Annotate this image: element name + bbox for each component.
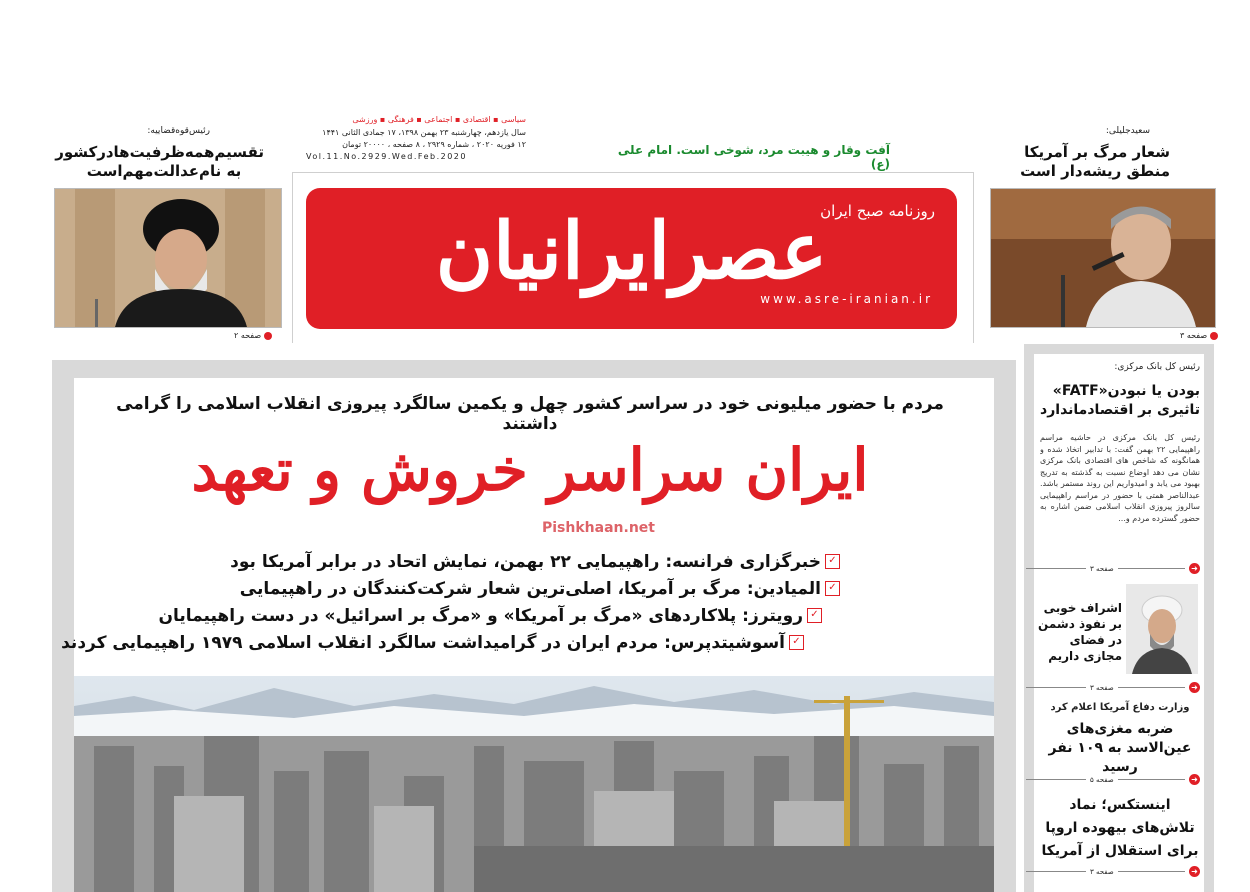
top-left-page-ref[interactable]: صفحه ۲ [234,331,272,340]
sidebar-story2-headline[interactable]: اشراف خوبی بر نفوذ دشمن در فضای مجازی داریم [1038,601,1122,663]
sidebar-story1-kicker: رئیس کل بانک مرکزی: [1114,362,1200,372]
top-left-headline[interactable]: تقسیم‌همه‌ظرفیت‌هادر‌کشور به نام‌عدالت‌مهم‌است [55,143,264,180]
arrow-icon [264,332,272,340]
speaker-photo-icon [991,189,1215,327]
divider [1118,779,1185,780]
divider [1026,871,1086,872]
bullet-item[interactable]: ✓ خبرگزاری فرانسه: راهپیمایی ۲۲ بهمن، نمایش اتحاد در برابر آمریکا بود [100,548,840,575]
top-left-kicker: رئیس‌قوه‌قضاییه: [147,126,210,136]
main-bullets [61,548,840,656]
divider [1026,687,1086,688]
sidebar-story4-headline[interactable]: اینستکس؛ نماد تلاش‌های بیهوده اروپا برای استقلال از آمریکا [1041,797,1199,859]
arrow-icon [1210,332,1218,340]
issue-latin-line: Vol.11.No.2929.Wed.Feb.2020 [306,152,467,161]
arrow-icon: ➜ [1189,563,1200,574]
issue-number-line: ۱۲ فوریه ۲۰۲۰ ، شماره ۲۹۲۹ ، ۸ صفحه ، ۲۰۰۰۰ تومان [342,140,526,149]
cleric-portrait-photo-icon [1126,584,1198,674]
main-supra-headline: مردم با حضور میلیونی خود در سراسر کشور چهل و یکمین سالگرد پیروزی انقلاب اسلامی را گرامی داشتند [116,394,944,434]
bullet-item[interactable]: ✓ المیادین: مرگ بر آمریکا، اصلی‌ترین شعار شرکت‌کنندگان در راهپیمایی [100,575,840,602]
checkbox-icon: ✓ [789,635,804,650]
sidebar-story1-body: رئیس کل بانک مرکزی در حاشیه مراسم راهپیمایی ۲۲ بهمن گفت: با تدابیر اتخاذ شده و همانگونه که شاخص های اقتصادی بانک مرکزی نشان می دهد اوضاع نسبت به گذشته به تدریج بهبود می یابد و امیدواریم این روند مستمر باشد. عبدالناصر همتی با حضور در مراسم راهپیمایی سالروز پیروزی انقلاب اسلامی ضمن اشاره به حضور گسترده مردم و... [1040,433,1200,523]
city-skyline-photo-icon [74,676,994,892]
daily-quote: آفت وقار و هیبت مرد، شوخی است. امام علی (ع) [617,143,890,171]
sidebar-story1-headline[interactable]: بودن یا نبودن«FATF» تاثیری بر اقتصادماندارد [1040,383,1200,418]
arrow-icon: ➜ [1189,682,1200,693]
checkbox-icon: ✓ [825,554,840,569]
sidebar-story2-photo[interactable] [1126,584,1198,674]
top-right-kicker: سعیدجلیلی: [1105,126,1150,136]
divider [1026,779,1086,780]
sidebar-story1-page-ref[interactable]: ➜ صفحه ۳ [1026,563,1200,574]
section-categories: سیاسی ▪ اقتصادی ▪ اجتماعی ▪ فرهنگی ▪ ورزشی [352,115,526,124]
sidebar-story4-page-ref[interactable]: ➜ صفحه ۳ [1026,866,1200,877]
divider [1118,871,1185,872]
masthead-url[interactable]: www.asre-iranian.ir [760,292,933,306]
masthead-title: عصرایرانیان [435,206,828,297]
issue-date-line: سال یازدهم، چهارشنبه ۲۳ بهمن ۱۳۹۸، ۱۷ جمادی الثانی ۱۴۴۱ [322,128,526,137]
main-headline[interactable]: ایران سراسر خروش و تعهد [191,436,869,504]
top-left-photo[interactable] [54,188,282,328]
main-photo[interactable] [74,676,994,892]
watermark: Pishkhaan.net [542,520,655,536]
top-right-headline[interactable]: شعار مرگ بر آمریکا منطق ریشه‌دار است [1020,143,1170,180]
masthead-subtitle: روزنامه صبح ایران [820,202,935,220]
masthead[interactable] [306,188,957,329]
top-right-page-ref[interactable]: صفحه ۳ [1180,331,1218,340]
sidebar-story3-page-ref[interactable]: ➜ صفحه ۵ [1026,774,1200,785]
sidebar-story2-page-ref[interactable]: ➜ صفحه ۳ [1026,682,1200,693]
arrow-icon: ➜ [1189,866,1200,877]
sidebar-story3-kicker: وزارت دفاع آمریکا اعلام کرد [1050,702,1190,713]
bullet-item[interactable]: ✓ آسوشیتدپرس: مردم ایران در گرامیداشت سالگرد انقلاب اسلامی ۱۹۷۹ راهپیمایی کردند [100,629,804,656]
checkbox-icon: ✓ [807,608,822,623]
bullet-item[interactable]: ✓ رویترز: پلاکاردهای «مرگ بر آمریکا» و «مرگ بر اسرائیل» در دست راهپیمایان [100,602,822,629]
divider [1118,687,1185,688]
divider [1026,568,1086,569]
checkbox-icon: ✓ [825,581,840,596]
top-right-photo[interactable] [990,188,1216,328]
portrait-photo-icon [55,189,281,327]
sidebar-story3-headline[interactable]: ضربه مغزی‌های عین‌الاسد به ۱۰۹ نفر رسید [1048,721,1192,775]
divider [1118,568,1185,569]
arrow-icon: ➜ [1189,774,1200,785]
